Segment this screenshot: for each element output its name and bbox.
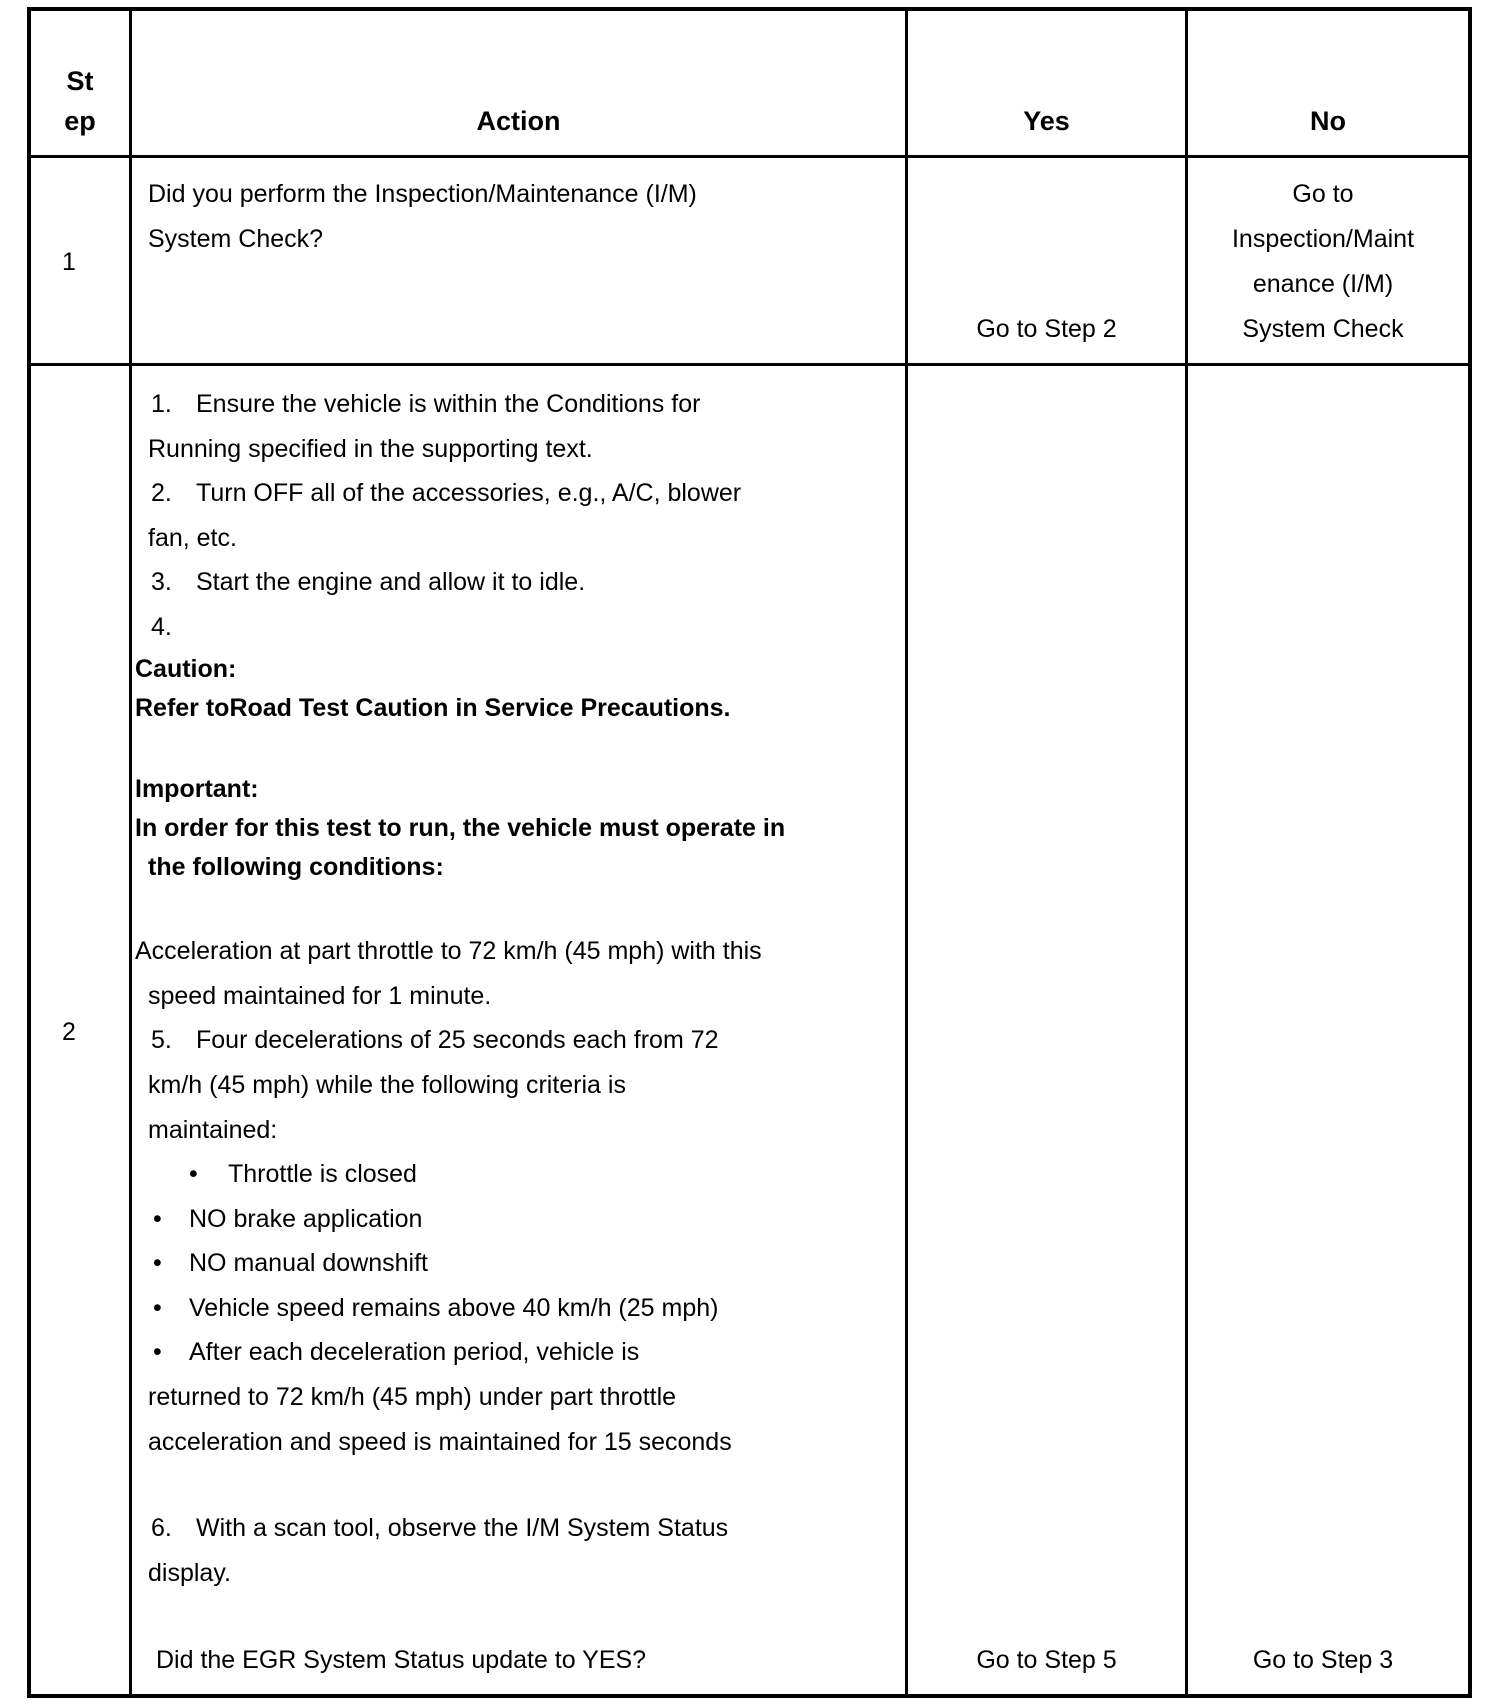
- step-number-1: 1: [62, 248, 76, 276]
- row-divider-header: [27, 155, 1472, 158]
- bullet-after-deceleration-c: acceleration and speed is maintained for 15 seconds: [148, 1428, 732, 1456]
- caution-text: Refer toRoad Test Caution in Service Precautions.: [135, 694, 731, 722]
- header-step-line1: St: [66, 66, 94, 96]
- table-border-bottom: [27, 1694, 1472, 1698]
- bullet-icon: •: [153, 1249, 162, 1277]
- substep-5-text-b: km/h (45 mph) while the following criteria is: [148, 1071, 626, 1099]
- column-divider-yes: [1185, 7, 1188, 1698]
- row-divider-step1: [27, 363, 1472, 366]
- important-title: Important:: [135, 775, 259, 803]
- step1-no-line1: Go to: [1292, 180, 1354, 208]
- bullet-no-brake: NO brake application: [189, 1205, 423, 1233]
- substep-3-number: 3.: [151, 568, 172, 596]
- column-divider-step: [129, 7, 132, 1698]
- step1-action-line1: Did you perform the Inspection/Maintenance (I/M): [148, 180, 697, 208]
- step2-question: Did the EGR System Status update to YES?: [156, 1646, 647, 1674]
- caution-title: Caution:: [135, 655, 237, 683]
- bullet-no-downshift: NO manual downshift: [189, 1249, 429, 1277]
- important-text-b: the following conditions:: [148, 853, 444, 881]
- step1-no-line3: enance (I/M): [1252, 270, 1394, 298]
- bullet-icon: •: [153, 1294, 162, 1322]
- substep-3-text: Start the engine and allow it to idle.: [196, 568, 586, 596]
- step2-no-result: Go to Step 3: [1252, 1646, 1394, 1674]
- header-no: No: [1310, 106, 1346, 136]
- header-yes: Yes: [1023, 106, 1070, 136]
- substep-5-text-a: Four decelerations of 25 seconds each from 72: [196, 1026, 719, 1054]
- substep-6-text-b: display.: [148, 1559, 231, 1587]
- table-border-top: [27, 7, 1472, 11]
- header-step-line2: ep: [64, 106, 96, 136]
- substep-1-number: 1.: [151, 390, 172, 418]
- substep-5-text-c: maintained:: [148, 1116, 278, 1144]
- step2-yes-result: Go to Step 5: [976, 1646, 1117, 1674]
- substep-6-number: 6.: [151, 1514, 172, 1542]
- substep-1-text-b: Running specified in the supporting text.: [148, 435, 593, 463]
- bullet-after-deceleration-b: returned to 72 km/h (45 mph) under part throttle: [148, 1383, 677, 1411]
- bullet-after-deceleration-a: After each deceleration period, vehicle is: [189, 1338, 640, 1366]
- bullet-icon: •: [153, 1205, 162, 1233]
- bullet-icon: •: [189, 1160, 198, 1188]
- column-divider-action: [905, 7, 908, 1698]
- substep-2-number: 2.: [151, 479, 172, 507]
- step1-yes-result: Go to Step 2: [976, 315, 1117, 343]
- step1-no-line4: System Check: [1242, 315, 1404, 343]
- substep-2-text-b: fan, etc.: [148, 524, 237, 552]
- bullet-speed-above: Vehicle speed remains above 40 km/h (25 mph): [189, 1294, 719, 1322]
- table-border-right: [1468, 7, 1472, 1698]
- acceleration-text-a: Acceleration at part throttle to 72 km/h (45 mph) with this: [135, 937, 762, 965]
- table-border-left: [27, 7, 31, 1698]
- header-action: Action: [476, 106, 561, 136]
- acceleration-text-b: speed maintained for 1 minute.: [148, 982, 492, 1010]
- bullet-throttle-closed: Throttle is closed: [228, 1160, 417, 1188]
- step1-action-line2: System Check?: [148, 225, 324, 253]
- bullet-icon: •: [153, 1338, 162, 1366]
- step1-no-line2: Inspection/Maint: [1231, 225, 1415, 253]
- substep-6-text-a: With a scan tool, observe the I/M System Status: [196, 1514, 729, 1542]
- substep-4-number: 4.: [151, 613, 172, 641]
- substep-1-text-a: Ensure the vehicle is within the Conditions for: [196, 390, 701, 418]
- step-number-2: 2: [62, 1018, 76, 1046]
- important-text-a: In order for this test to run, the vehicle must operate in: [135, 814, 786, 842]
- substep-2-text-a: Turn OFF all of the accessories, e.g., A/C, blower: [196, 479, 742, 507]
- substep-5-number: 5.: [151, 1026, 172, 1054]
